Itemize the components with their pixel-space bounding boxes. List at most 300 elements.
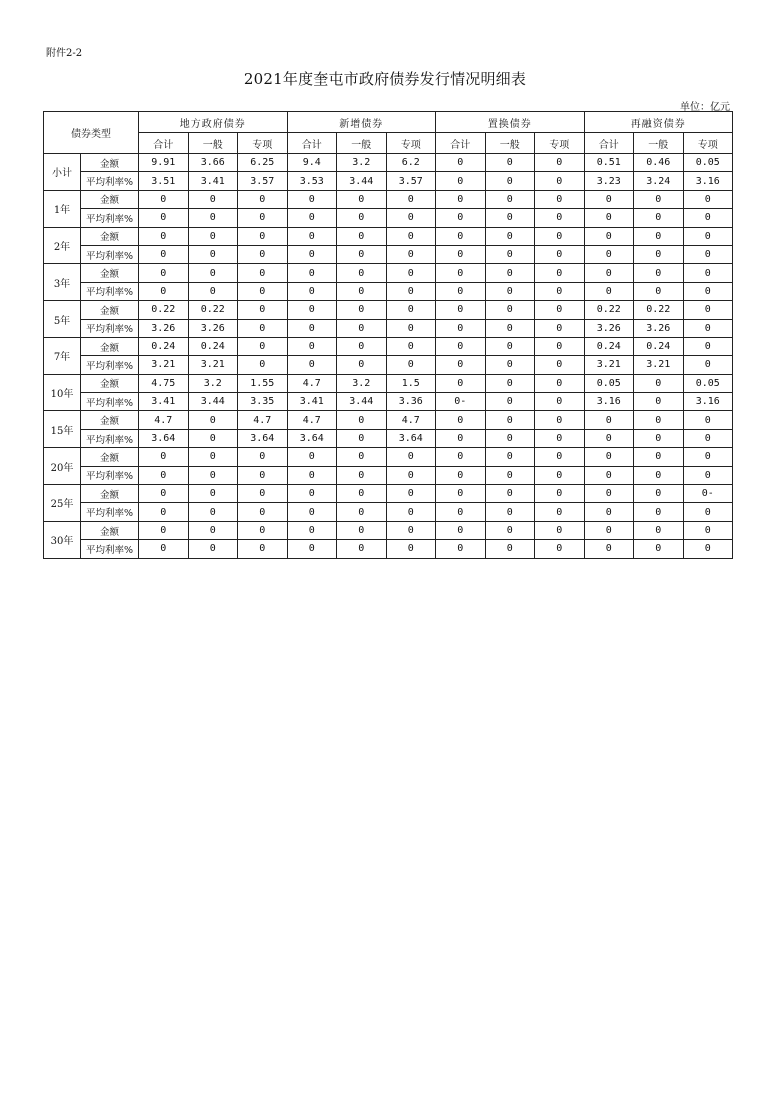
amount-cell: 6.25 bbox=[238, 154, 288, 172]
amount-cell: 0 bbox=[436, 154, 486, 172]
amount-cell: 0 bbox=[337, 411, 387, 429]
table-row-amount bbox=[44, 154, 733, 172]
rate-cell: 0 bbox=[337, 429, 387, 447]
subcol-header: 一般 bbox=[337, 133, 387, 154]
rate-cell: 0 bbox=[139, 540, 189, 558]
rate-cell: 3.26 bbox=[634, 319, 684, 337]
term-label: 1年 bbox=[44, 190, 81, 227]
rate-cell: 0 bbox=[337, 319, 387, 337]
metric-label-amount: 金额 bbox=[81, 337, 139, 355]
term-label: 小计 bbox=[44, 154, 81, 191]
rate-cell: 3.16 bbox=[683, 172, 733, 190]
rate-cell: 0 bbox=[337, 466, 387, 484]
metric-label-rate: 平均利率% bbox=[81, 540, 139, 558]
rate-cell: 0 bbox=[386, 466, 436, 484]
rate-cell: 0 bbox=[386, 540, 436, 558]
amount-cell: 0 bbox=[436, 190, 486, 208]
amount-cell: 0 bbox=[535, 374, 585, 392]
amount-cell: 0 bbox=[634, 227, 684, 245]
amount-cell: 0 bbox=[386, 190, 436, 208]
rate-cell: 0 bbox=[584, 503, 634, 521]
amount-cell: 0 bbox=[683, 190, 733, 208]
amount-cell: 9.4 bbox=[287, 154, 337, 172]
rate-cell: 0 bbox=[436, 209, 486, 227]
rate-cell: 0 bbox=[634, 540, 684, 558]
amount-cell: 0 bbox=[485, 154, 535, 172]
amount-cell: 0.22 bbox=[139, 301, 189, 319]
amount-cell: 0.24 bbox=[139, 337, 189, 355]
subcol-header: 合计 bbox=[139, 133, 189, 154]
rate-cell: 0 bbox=[535, 393, 585, 411]
amount-cell: 0 bbox=[683, 264, 733, 282]
metric-label-amount: 金额 bbox=[81, 448, 139, 466]
rate-cell: 3.64 bbox=[386, 429, 436, 447]
rate-cell: 0 bbox=[139, 503, 189, 521]
metric-label-amount: 金额 bbox=[81, 190, 139, 208]
rate-cell: 0 bbox=[238, 503, 288, 521]
rate-cell: 3.35 bbox=[238, 393, 288, 411]
rate-cell: 0 bbox=[436, 172, 486, 190]
amount-cell: 0 bbox=[683, 411, 733, 429]
amount-cell: 0.24 bbox=[634, 337, 684, 355]
amount-cell: 0 bbox=[139, 448, 189, 466]
amount-cell: 0 bbox=[238, 264, 288, 282]
rate-cell: 3.21 bbox=[634, 356, 684, 374]
amount-cell: 0.46 bbox=[634, 154, 684, 172]
amount-cell: 0 bbox=[634, 264, 684, 282]
rate-cell: 3.26 bbox=[188, 319, 238, 337]
rate-cell: 0 bbox=[386, 503, 436, 521]
rate-cell: 0 bbox=[535, 319, 585, 337]
rate-cell: 0 bbox=[287, 209, 337, 227]
rate-cell: 0 bbox=[634, 282, 684, 300]
amount-cell: 0 bbox=[238, 190, 288, 208]
rate-cell: 0 bbox=[287, 503, 337, 521]
rate-cell: 3.26 bbox=[139, 319, 189, 337]
amount-cell: 0 bbox=[287, 264, 337, 282]
amount-cell: 0 bbox=[584, 227, 634, 245]
rate-cell: 3.44 bbox=[337, 172, 387, 190]
rate-cell: 3.64 bbox=[139, 429, 189, 447]
amount-cell: 0 bbox=[188, 448, 238, 466]
amount-cell: 0 bbox=[485, 521, 535, 539]
metric-label-amount: 金额 bbox=[81, 374, 139, 392]
amount-cell: 0 bbox=[337, 448, 387, 466]
amount-cell: 0 bbox=[188, 190, 238, 208]
metric-label-rate: 平均利率% bbox=[81, 172, 139, 190]
rate-cell: 0 bbox=[287, 356, 337, 374]
subcol-header: 合计 bbox=[584, 133, 634, 154]
term-label: 7年 bbox=[44, 337, 81, 374]
rate-cell: 0 bbox=[386, 282, 436, 300]
amount-cell: 0 bbox=[485, 227, 535, 245]
rate-cell: 0 bbox=[287, 466, 337, 484]
rate-cell: 3.21 bbox=[188, 356, 238, 374]
amount-cell: 0 bbox=[386, 521, 436, 539]
metric-label-amount: 金额 bbox=[81, 485, 139, 503]
amount-cell: 0 bbox=[386, 301, 436, 319]
amount-cell: 0 bbox=[485, 485, 535, 503]
amount-cell: 0 bbox=[139, 485, 189, 503]
metric-label-rate: 平均利率% bbox=[81, 319, 139, 337]
amount-cell: 6.2 bbox=[386, 154, 436, 172]
rate-cell: 0 bbox=[386, 209, 436, 227]
metric-label-amount: 金额 bbox=[81, 154, 139, 172]
rate-cell: 3.21 bbox=[584, 356, 634, 374]
subcol-header: 专项 bbox=[683, 133, 733, 154]
term-label: 30年 bbox=[44, 521, 81, 558]
amount-cell: 0 bbox=[436, 264, 486, 282]
amount-cell: 0 bbox=[683, 521, 733, 539]
amount-cell: 0 bbox=[535, 190, 585, 208]
amount-cell: 0 bbox=[535, 521, 585, 539]
amount-cell: 0 bbox=[683, 227, 733, 245]
metric-label-rate: 平均利率% bbox=[81, 282, 139, 300]
amount-cell: 0 bbox=[287, 521, 337, 539]
term-label: 5年 bbox=[44, 301, 81, 338]
amount-cell: 0 bbox=[287, 337, 337, 355]
amount-cell: 0 bbox=[634, 448, 684, 466]
rate-cell: 3.41 bbox=[287, 393, 337, 411]
rate-cell: 0 bbox=[386, 245, 436, 263]
rate-cell: 0 bbox=[485, 172, 535, 190]
amount-cell: 0 bbox=[683, 301, 733, 319]
subcol-header: 一般 bbox=[634, 133, 684, 154]
amount-cell: 0 bbox=[535, 264, 585, 282]
metric-label-rate: 平均利率% bbox=[81, 209, 139, 227]
bond-issuance-table bbox=[43, 111, 733, 559]
table-row-amount bbox=[44, 227, 733, 245]
amount-cell: 0 bbox=[337, 301, 387, 319]
rate-cell: 0 bbox=[584, 209, 634, 227]
amount-cell: 0 bbox=[485, 448, 535, 466]
amount-cell: 0 bbox=[535, 227, 585, 245]
rate-cell: 0 bbox=[485, 466, 535, 484]
rate-cell: 0 bbox=[535, 245, 585, 263]
rate-cell: 0 bbox=[683, 540, 733, 558]
amount-cell: 0 bbox=[386, 448, 436, 466]
amount-cell: 0 bbox=[238, 301, 288, 319]
rate-cell: 0 bbox=[188, 466, 238, 484]
amount-cell: 0.05 bbox=[584, 374, 634, 392]
rate-cell: 0 bbox=[386, 356, 436, 374]
amount-cell: 0 bbox=[386, 485, 436, 503]
amount-cell: 3.2 bbox=[188, 374, 238, 392]
rate-cell: 0 bbox=[584, 466, 634, 484]
amount-cell: 0.51 bbox=[584, 154, 634, 172]
amount-cell: 3.66 bbox=[188, 154, 238, 172]
amount-cell: 0 bbox=[584, 411, 634, 429]
amount-cell: 0 bbox=[386, 337, 436, 355]
rate-cell: 0 bbox=[683, 503, 733, 521]
metric-label-amount: 金额 bbox=[81, 264, 139, 282]
rate-cell: 0 bbox=[238, 282, 288, 300]
rate-cell: 0 bbox=[238, 356, 288, 374]
amount-cell: 4.7 bbox=[287, 411, 337, 429]
rate-cell: 3.64 bbox=[287, 429, 337, 447]
amount-cell: 0 bbox=[139, 190, 189, 208]
amount-cell: 0 bbox=[485, 411, 535, 429]
amount-cell: 0 bbox=[584, 521, 634, 539]
rate-cell: 0 bbox=[436, 540, 486, 558]
rate-cell: 0 bbox=[238, 466, 288, 484]
rate-cell: 0 bbox=[584, 429, 634, 447]
rate-cell: 0 bbox=[337, 245, 387, 263]
rate-cell: 0 bbox=[188, 429, 238, 447]
amount-cell: 0 bbox=[436, 411, 486, 429]
subcol-header: 一般 bbox=[188, 133, 238, 154]
table-row-amount bbox=[44, 337, 733, 355]
rate-cell: 0 bbox=[683, 429, 733, 447]
amount-cell: 0 bbox=[485, 337, 535, 355]
amount-cell: 4.7 bbox=[287, 374, 337, 392]
amount-cell: 0 bbox=[386, 227, 436, 245]
amount-cell: 0 bbox=[683, 337, 733, 355]
amount-cell: 0 bbox=[485, 374, 535, 392]
rate-cell: 0 bbox=[535, 172, 585, 190]
term-label: 20年 bbox=[44, 448, 81, 485]
amount-cell: 0 bbox=[634, 521, 684, 539]
rate-cell: 0 bbox=[584, 540, 634, 558]
table-row-rate bbox=[44, 282, 733, 300]
amount-cell: 0 bbox=[287, 485, 337, 503]
table-row-rate bbox=[44, 319, 733, 337]
rate-cell: 0 bbox=[634, 245, 684, 263]
term-label: 3年 bbox=[44, 264, 81, 301]
amount-cell: 0 bbox=[238, 227, 288, 245]
amount-cell: 0.05 bbox=[683, 154, 733, 172]
rate-cell: 0 bbox=[485, 209, 535, 227]
table-row-amount bbox=[44, 448, 733, 466]
amount-cell: 0.24 bbox=[188, 337, 238, 355]
amount-cell: 0 bbox=[287, 448, 337, 466]
group-refinancing-bonds: 再融资债券 bbox=[584, 112, 733, 133]
rate-cell: 0 bbox=[287, 282, 337, 300]
amount-cell: 0 bbox=[436, 301, 486, 319]
rate-cell: 3.64 bbox=[238, 429, 288, 447]
metric-label-amount: 金额 bbox=[81, 411, 139, 429]
rate-cell: 0 bbox=[436, 466, 486, 484]
metric-label-rate: 平均利率% bbox=[81, 245, 139, 263]
amount-cell: 9.91 bbox=[139, 154, 189, 172]
table-row-amount bbox=[44, 485, 733, 503]
amount-cell: 0- bbox=[683, 485, 733, 503]
amount-cell: 1.55 bbox=[238, 374, 288, 392]
rate-cell: 0 bbox=[535, 540, 585, 558]
table-row-rate bbox=[44, 503, 733, 521]
rate-cell: 0 bbox=[485, 245, 535, 263]
rate-cell: 0 bbox=[188, 282, 238, 300]
rate-cell: 0 bbox=[683, 245, 733, 263]
amount-cell: 0 bbox=[634, 485, 684, 503]
rate-cell: 0 bbox=[535, 503, 585, 521]
table-row-rate bbox=[44, 356, 733, 374]
subcol-header: 专项 bbox=[535, 133, 585, 154]
rate-cell: 0 bbox=[634, 209, 684, 227]
group-replacement-bonds: 置换债券 bbox=[436, 112, 585, 133]
rate-cell: 0 bbox=[485, 393, 535, 411]
rate-cell: 0 bbox=[386, 319, 436, 337]
amount-cell: 0.22 bbox=[634, 301, 684, 319]
rate-cell: 0 bbox=[337, 282, 387, 300]
subcol-header: 合计 bbox=[287, 133, 337, 154]
amount-cell: 0 bbox=[337, 264, 387, 282]
rate-cell: 0 bbox=[238, 245, 288, 263]
amount-cell: 0 bbox=[287, 301, 337, 319]
amount-cell: 0.05 bbox=[683, 374, 733, 392]
amount-cell: 0 bbox=[535, 448, 585, 466]
rate-cell: 0 bbox=[535, 429, 585, 447]
rate-cell: 0 bbox=[436, 503, 486, 521]
rate-cell: 0 bbox=[683, 466, 733, 484]
page-title: 2021年度奎屯市政府债券发行情况明细表 bbox=[243, 70, 527, 88]
amount-cell: 0 bbox=[139, 227, 189, 245]
rate-cell: 3.57 bbox=[386, 172, 436, 190]
amount-cell: 0 bbox=[584, 190, 634, 208]
amount-cell: 0 bbox=[188, 264, 238, 282]
rate-cell: 0 bbox=[634, 466, 684, 484]
rate-cell: 3.51 bbox=[139, 172, 189, 190]
rate-cell: 0 bbox=[238, 209, 288, 227]
rate-cell: 0 bbox=[287, 245, 337, 263]
metric-label-rate: 平均利率% bbox=[81, 393, 139, 411]
rate-cell: 0 bbox=[485, 503, 535, 521]
rate-cell: 0 bbox=[238, 319, 288, 337]
amount-cell: 0 bbox=[188, 485, 238, 503]
amount-cell: 0 bbox=[337, 227, 387, 245]
rate-cell: 0 bbox=[634, 393, 684, 411]
rate-cell: 3.16 bbox=[683, 393, 733, 411]
unit-label: 单位：亿元 bbox=[680, 102, 730, 113]
amount-cell: 0 bbox=[188, 521, 238, 539]
amount-cell: 0.22 bbox=[188, 301, 238, 319]
table-row-amount bbox=[44, 301, 733, 319]
rate-cell: 0 bbox=[337, 356, 387, 374]
amount-cell: 4.75 bbox=[139, 374, 189, 392]
amount-cell: 0 bbox=[238, 485, 288, 503]
rate-cell: 3.36 bbox=[386, 393, 436, 411]
header-row-groups bbox=[44, 112, 733, 133]
metric-label-amount: 金额 bbox=[81, 521, 139, 539]
subcol-header: 专项 bbox=[238, 133, 288, 154]
rate-cell: 3.21 bbox=[139, 356, 189, 374]
subcol-header: 专项 bbox=[386, 133, 436, 154]
rate-cell: 0 bbox=[436, 356, 486, 374]
metric-label-amount: 金额 bbox=[81, 301, 139, 319]
amount-cell: 0 bbox=[386, 264, 436, 282]
term-label: 15年 bbox=[44, 411, 81, 448]
amount-cell: 0 bbox=[584, 485, 634, 503]
table-row-amount bbox=[44, 411, 733, 429]
rate-cell: 0 bbox=[188, 209, 238, 227]
rate-cell: 0 bbox=[436, 282, 486, 300]
amount-cell: 0 bbox=[238, 448, 288, 466]
rate-cell: 3.41 bbox=[188, 172, 238, 190]
amount-cell: 1.5 bbox=[386, 374, 436, 392]
rate-cell: 0 bbox=[584, 245, 634, 263]
amount-cell: 0 bbox=[634, 411, 684, 429]
metric-label-rate: 平均利率% bbox=[81, 466, 139, 484]
amount-cell: 0 bbox=[683, 448, 733, 466]
table-row-amount bbox=[44, 521, 733, 539]
rate-cell: 0 bbox=[139, 282, 189, 300]
rate-cell: 0 bbox=[634, 429, 684, 447]
amount-cell: 4.7 bbox=[386, 411, 436, 429]
amount-cell: 0 bbox=[188, 227, 238, 245]
rate-cell: 0 bbox=[485, 356, 535, 374]
amount-cell: 0 bbox=[139, 521, 189, 539]
amount-cell: 0 bbox=[188, 411, 238, 429]
amount-cell: 0 bbox=[436, 374, 486, 392]
rate-cell: 3.57 bbox=[238, 172, 288, 190]
attachment-label: 附件2-2 bbox=[46, 48, 83, 59]
subcol-header: 合计 bbox=[436, 133, 486, 154]
metric-label-rate: 平均利率% bbox=[81, 503, 139, 521]
rate-cell: 0 bbox=[287, 540, 337, 558]
rate-cell: 0 bbox=[485, 429, 535, 447]
rate-cell: 0- bbox=[436, 393, 486, 411]
group-local-government-bonds: 地方政府债券 bbox=[139, 112, 288, 133]
rate-cell: 3.41 bbox=[139, 393, 189, 411]
amount-cell: 0 bbox=[634, 374, 684, 392]
rate-cell: 3.44 bbox=[337, 393, 387, 411]
table-row-amount bbox=[44, 374, 733, 392]
table-body bbox=[44, 154, 733, 559]
rate-cell: 0 bbox=[683, 356, 733, 374]
amount-cell: 0.24 bbox=[584, 337, 634, 355]
amount-cell: 0 bbox=[535, 411, 585, 429]
table-row-rate bbox=[44, 172, 733, 190]
amount-cell: 0 bbox=[436, 448, 486, 466]
table-row-rate bbox=[44, 466, 733, 484]
bond-type-header: 债券类型 bbox=[44, 112, 139, 154]
metric-label-amount: 金额 bbox=[81, 227, 139, 245]
rate-cell: 0 bbox=[139, 466, 189, 484]
amount-cell: 0 bbox=[535, 301, 585, 319]
rate-cell: 0 bbox=[535, 209, 585, 227]
rate-cell: 0 bbox=[584, 282, 634, 300]
amount-cell: 0 bbox=[535, 485, 585, 503]
rate-cell: 0 bbox=[436, 245, 486, 263]
table-row-rate bbox=[44, 245, 733, 263]
amount-cell: 0 bbox=[535, 337, 585, 355]
rate-cell: 0 bbox=[436, 319, 486, 337]
table-header bbox=[44, 112, 733, 154]
subcol-header: 一般 bbox=[485, 133, 535, 154]
table-row-rate bbox=[44, 393, 733, 411]
amount-cell: 0 bbox=[337, 190, 387, 208]
rate-cell: 3.24 bbox=[634, 172, 684, 190]
amount-cell: 0 bbox=[584, 448, 634, 466]
rate-cell: 0 bbox=[337, 540, 387, 558]
rate-cell: 0 bbox=[287, 319, 337, 337]
rate-cell: 0 bbox=[485, 540, 535, 558]
table-row-rate bbox=[44, 429, 733, 447]
rate-cell: 0 bbox=[535, 282, 585, 300]
term-label: 10年 bbox=[44, 374, 81, 411]
amount-cell: 0 bbox=[287, 190, 337, 208]
amount-cell: 0 bbox=[139, 264, 189, 282]
metric-label-rate: 平均利率% bbox=[81, 429, 139, 447]
amount-cell: 0 bbox=[238, 337, 288, 355]
amount-cell: 0 bbox=[485, 190, 535, 208]
group-new-bonds: 新增债券 bbox=[287, 112, 436, 133]
amount-cell: 0 bbox=[436, 521, 486, 539]
rate-cell: 3.23 bbox=[584, 172, 634, 190]
amount-cell: 0 bbox=[436, 227, 486, 245]
term-label: 2年 bbox=[44, 227, 81, 264]
table-row-amount bbox=[44, 190, 733, 208]
